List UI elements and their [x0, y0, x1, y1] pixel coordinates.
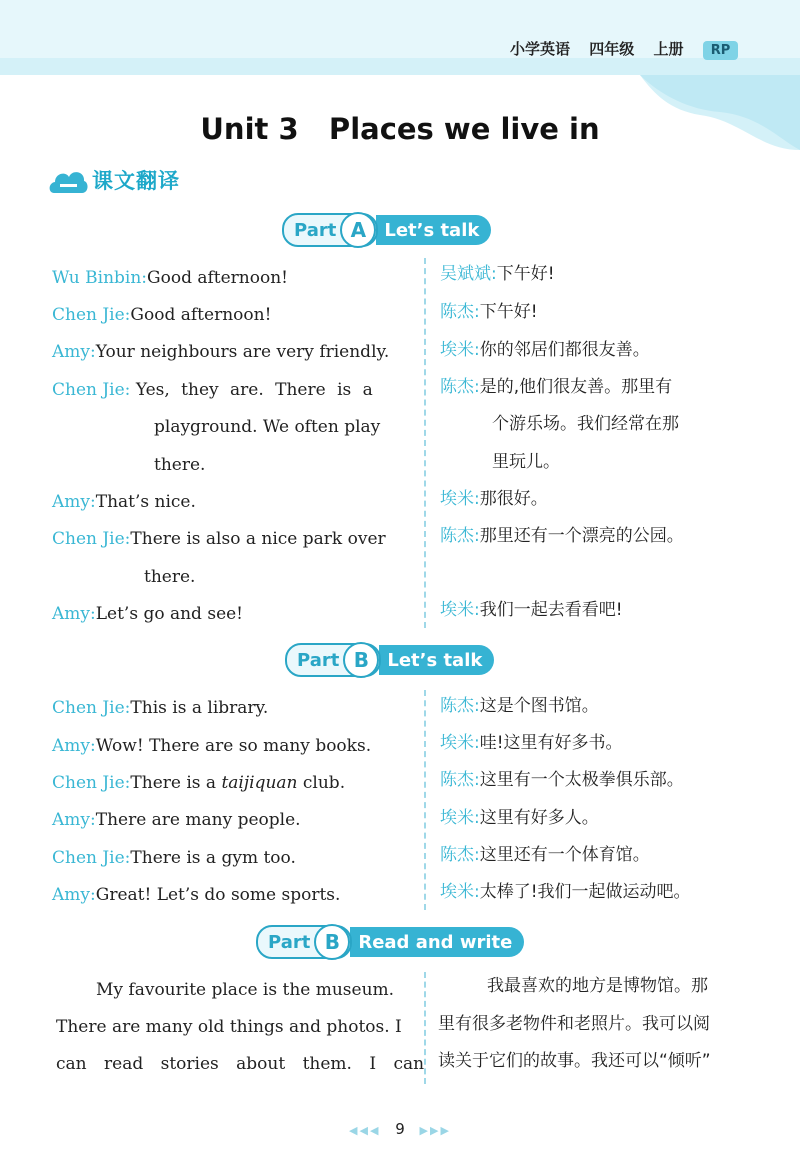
- speaker-name: Amy:: [52, 604, 96, 624]
- header-volume: 上册: [653, 40, 684, 58]
- dialogue-line: Chen Jie:Good afternoon!: [52, 305, 272, 325]
- speaker-name: 吴斌斌:: [440, 264, 497, 284]
- translation-line: 埃米:这里有好多人。: [440, 808, 599, 828]
- dialogue-line: Amy:Let’s go and see!: [52, 604, 244, 624]
- reading-paragraph-line: My favourite place is the museum.: [96, 980, 395, 1000]
- speaker-name: Amy:: [52, 492, 96, 512]
- column-divider: [424, 690, 426, 910]
- speaker-name: 埃米:: [440, 733, 480, 753]
- dialogue-continuation: playground. We often play: [154, 417, 381, 437]
- page-title: Unit 3 Places we live in: [200, 112, 600, 146]
- reading-paragraph-line: can read stories about them. I can: [56, 1054, 425, 1074]
- part-b-read-and-write-banner: Part B Read and write: [256, 925, 524, 959]
- dialogue-line: Chen Jie:This is a library.: [52, 698, 269, 718]
- part-name: Let’s talk: [376, 215, 491, 245]
- translation-line: 陈杰:是的,他们很友善。那里有: [440, 377, 673, 397]
- speaker-name: 埃米:: [440, 808, 480, 828]
- header-grade: 四年级: [589, 40, 635, 58]
- dialogue-line: Amy:Wow! There are so many books.: [52, 736, 372, 756]
- speaker-name: Chen Jie:: [52, 529, 131, 549]
- speaker-name: Amy:: [52, 342, 96, 362]
- translation-paragraph-line: 读关于它们的故事。我还可以“倾听”: [438, 1051, 711, 1071]
- speaker-name: Chen Jie:: [52, 848, 131, 868]
- translation-line: 埃米:太棒了!我们一起做运动吧。: [440, 882, 691, 902]
- section-label: 课文翻译: [92, 169, 180, 193]
- section-heading: [48, 163, 180, 197]
- arrows-right-icon: ▶▶▶: [419, 1124, 451, 1137]
- dialogue-line: Chen Jie:There is a taijiquan club.: [52, 773, 346, 793]
- page-number: 9: [395, 1120, 405, 1138]
- dialogue-line: Amy:That’s nice.: [52, 492, 196, 512]
- translation-line: 陈杰:那里还有一个漂亮的公园。: [440, 526, 684, 546]
- book-header: [510, 38, 738, 60]
- speaker-name: 陈杰:: [440, 377, 480, 397]
- speaker-name: 陈杰:: [440, 696, 480, 716]
- part-a-lets-talk-banner: Part A Let’s talk: [282, 213, 491, 247]
- speaker-name: 埃米:: [440, 882, 480, 902]
- speaker-name: 埃米:: [440, 489, 480, 509]
- dialogue-continuation: there.: [154, 455, 206, 475]
- reading-paragraph-line: There are many old things and photos. I: [56, 1017, 402, 1037]
- part-b-lets-talk-banner: Part B Let’s talk: [285, 643, 494, 677]
- translation-line: 陈杰:这里有一个太极拳俱乐部。: [440, 770, 684, 790]
- speaker-name: 陈杰:: [440, 526, 480, 546]
- part-name: Let’s talk: [379, 645, 494, 675]
- dialogue-line: Amy:Your neighbours are very friendly.: [52, 342, 390, 362]
- dialogue-line: Amy:Great! Let’s do some sports.: [52, 885, 341, 905]
- part-letter: B: [314, 924, 350, 960]
- header-subject: 小学英语: [510, 40, 571, 58]
- page-number-footer: [0, 1120, 800, 1138]
- dialogue-line: Wu Binbin:Good afternoon!: [52, 268, 288, 288]
- edition-badge: RP: [703, 41, 739, 60]
- arrows-left-icon: ◀◀◀: [349, 1124, 381, 1137]
- translation-line: 陈杰:这是个图书馆。: [440, 696, 599, 716]
- cloud-one-icon: [48, 163, 88, 197]
- translation-line: 陈杰:下午好!: [440, 302, 538, 322]
- part-letter: A: [340, 212, 376, 248]
- translation-line: 陈杰:这里还有一个体育馆。: [440, 845, 650, 865]
- part-name: Read and write: [350, 927, 524, 957]
- dialogue-line: Chen Jie:There is also a nice park over: [52, 529, 386, 549]
- translation-paragraph-line: 里有很多老物件和老照片。我可以阅: [438, 1014, 710, 1034]
- column-divider: [424, 972, 426, 1084]
- speaker-name: 埃米:: [440, 340, 480, 360]
- speaker-name: 陈杰:: [440, 302, 480, 322]
- dialogue-continuation: there.: [144, 567, 196, 587]
- speaker-name: Chen Jie:: [52, 698, 131, 718]
- part-letter: B: [343, 642, 379, 678]
- translation-continuation: 里玩儿。: [492, 452, 560, 472]
- translation-line: 埃米:我们一起去看看吧!: [440, 600, 623, 620]
- translation-line: 埃米:那很好。: [440, 489, 548, 509]
- speaker-name: 陈杰:: [440, 770, 480, 790]
- dialogue-line: Amy:There are many people.: [52, 810, 301, 830]
- translation-line: 埃米:哇!这里有好多书。: [440, 733, 623, 753]
- speaker-name: Wu Binbin:: [52, 268, 148, 288]
- dialogue-line: Chen Jie: Yes, they are. There is a: [52, 380, 373, 400]
- speaker-name: Chen Jie:: [52, 380, 131, 400]
- speaker-name: 埃米:: [440, 600, 480, 620]
- speaker-name: Chen Jie:: [52, 305, 131, 325]
- translation-continuation: 个游乐场。我们经常在那: [492, 414, 679, 434]
- translation-line: 埃米:你的邻居们都很友善。: [440, 340, 650, 360]
- translation-line: 吴斌斌:下午好!: [440, 264, 555, 284]
- speaker-name: Chen Jie:: [52, 773, 131, 793]
- speaker-name: Amy:: [52, 810, 96, 830]
- translation-paragraph-line: 我最喜欢的地方是博物馆。那: [487, 976, 708, 996]
- italic-term: taijiquan: [221, 773, 298, 793]
- speaker-name: 陈杰:: [440, 845, 480, 865]
- speaker-name: Amy:: [52, 736, 96, 756]
- speaker-name: Amy:: [52, 885, 96, 905]
- dialogue-line: Chen Jie:There is a gym too.: [52, 848, 296, 868]
